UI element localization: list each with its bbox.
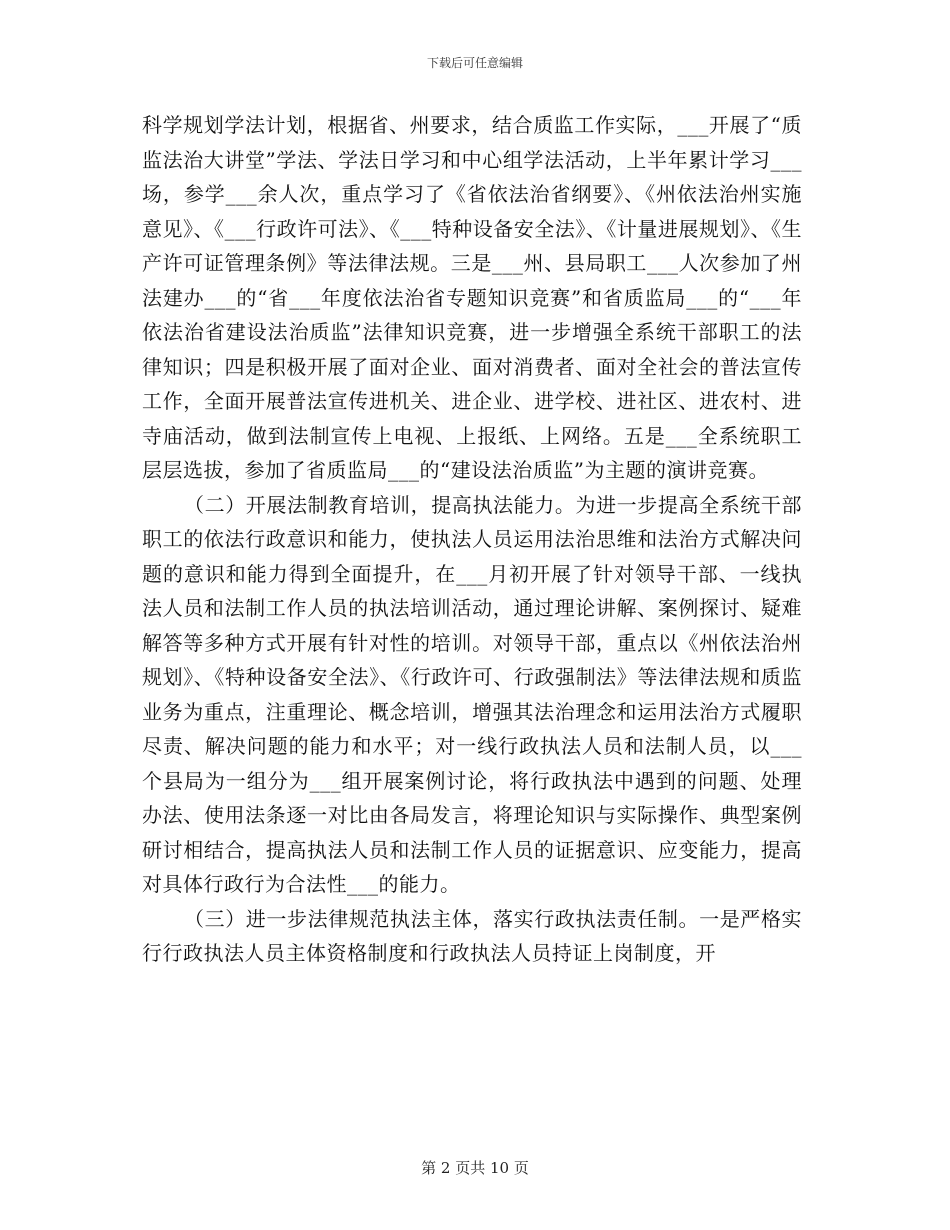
paragraph-3: （三）进一步法律规范执法主体，落实行政执法责任制。一是严格实行行政执法人员主体资格制度和行政执法人员持证上岗制度，开	[142, 906, 802, 965]
paragraph-2: （二）开展法制教育培训，提高执法能力。为进一步提高全系统干部职工的依法行政意识和能力，使执法人员运用法治思维和法治方式解决问题的意识和能力得到全面提升，在___月初开展了针对领导干部、一线执法人员和法制工作人员的执法培训活动，通过理论讲解、案例探讨、疑难解答等多种方式开展有针对性的培训。对领导干部，重点以《州依法治州规划》、《特种设备安全法》、《行政许可、行政强制法》等法律法规和质监业务为重点，注重理论、概念培训，增强其法治理念和运用法治方式履职尽责、解决问题的能力和水平；对一线行政执法人员和法制人员，以___个县局为一组分为___组开展案例讨论，将行政执法中遇到的问题、处理办法、使用法条逐一对比由各局发言，将理论知识与实际操作、典型案例研讨相结合，提高执法人员和法制工作人员的证据意识、应变能力，提高对具体行政行为合法性___的能力。	[142, 492, 802, 896]
paragraph-1: 科学规划学法计划，根据省、州要求，结合质监工作实际，___开展了“质监法治大讲堂”学法、学法日学习和中心组学法活动，上半年累计学习___场，参学___余人次，重点学习了《省依法治省纲要》、《州依法治州实施意见》、《___行政许可法》、《___特种设备安全法》、《计量进展规划》、《生产许可证管理条例》等法律法规。三是___州、县局职工___人次参加了州法建办___的“省___年度依法治省专题知识竞赛”和省质监局___的“___年依法治省建设法治质监”法律知识竞赛，进一步增强全系统干部职工的法律知识；四是积极开展了面对企业、面对消费者、面对全社会的普法宣传工作，全面开展普法宣传进机关、进企业、进学校、进社区、进农村、进寺庙活动，做到法制宣传上电视、上报纸、上网络。五是___全系统职工层层选拔，参加了省质监局___的“建设法治质监”为主题的演讲竞赛。	[142, 113, 802, 482]
page-footer: 第 2 页共 10 页	[421, 1159, 529, 1177]
page-header: 下载后可任意编辑	[426, 56, 523, 70]
document-body	[142, 108, 802, 971]
